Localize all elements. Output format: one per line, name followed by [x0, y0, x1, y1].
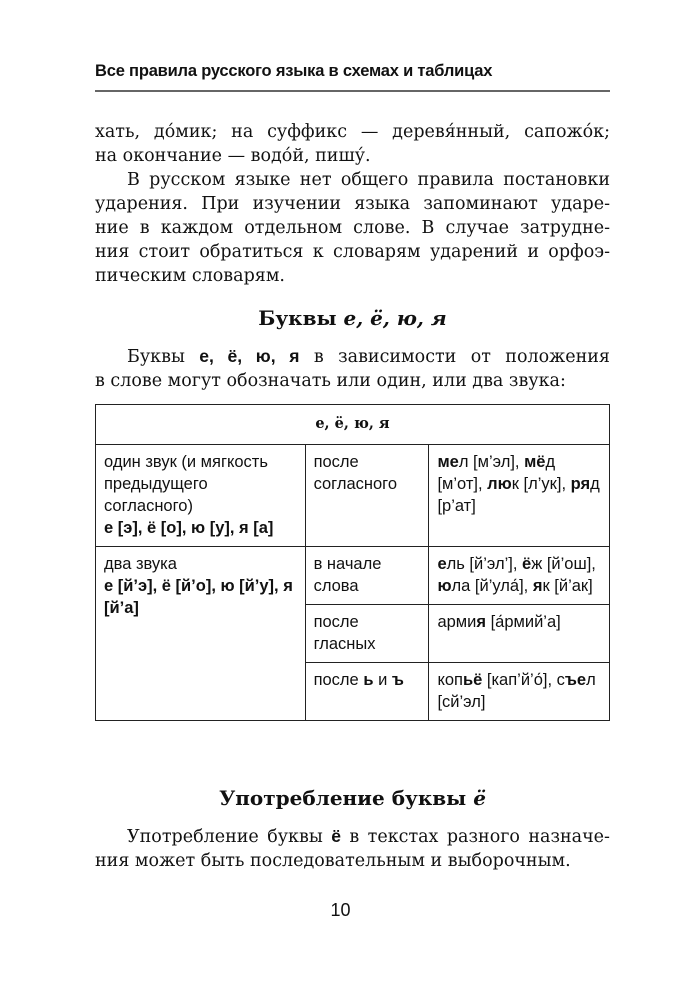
table-row — [96, 547, 610, 605]
examples-cell: ель [й’эл’], ёж [й’ош], юла [й’ула́], як [й’ак] — [429, 547, 610, 605]
position-cell: после ь и ъ — [305, 663, 429, 721]
examples-cell: армия [а́рмий’а] — [429, 605, 610, 663]
intro-paragraph — [95, 120, 610, 168]
examples-cell: мел [м’эл], мёд [м’от], люк [л’ук], ряд [р’ат] — [429, 445, 610, 547]
yo-line-1: Употребление буквы ё в текстах разного назначе- — [127, 826, 610, 847]
section-heading-letters: Буквы е, ё, ю, я — [258, 306, 447, 330]
table-row — [96, 445, 610, 547]
position-cell: после гласных — [305, 605, 429, 663]
yo-paragraph — [95, 824, 610, 873]
page-number: 10 — [330, 900, 351, 920]
stress-line-3: ние в каждом отдельном слове. В случае затрудне- — [95, 218, 610, 238]
stress-line-1: В русском языке нет общего правила постановки — [127, 170, 610, 190]
stress-line-4: ния стоит обратиться к словарям ударений и орфоэ- — [95, 242, 610, 262]
letters-paragraph — [95, 344, 610, 393]
intro-line-2: на окончание — водо́й, пишу́. — [95, 146, 371, 166]
letters-line-1: Буквы е, ё, ю, я в зависимости от положения — [127, 346, 610, 367]
yo-line-2: ния может быть последовательным и выборочным. — [95, 851, 571, 871]
stress-line-5: пическим словарям. — [95, 266, 285, 286]
section-heading-yo: Употребление буквы ё — [219, 786, 486, 810]
stress-paragraph — [95, 168, 610, 288]
table-header-cell: е, ё, ю, я — [96, 405, 610, 445]
letters-table — [95, 404, 610, 721]
intro-line-1: хать, до́мик; на суффикс — деревя́нный, сапожо́к; — [95, 122, 610, 142]
letters-line-2: в слове могут обозначать или один, или два звука: — [95, 371, 566, 391]
position-cell: в начале слова — [305, 547, 429, 605]
two-sounds-cell: два звука е [й’э], ё [й’о], ю [й’у], я [й’а] — [96, 547, 306, 721]
one-sound-cell: один звук (и мягкость предыдущего согласного) е [э], ё [о], ю [у], я [а] — [96, 445, 306, 547]
running-header: Все правила русского языка в схемах и таблицах — [95, 62, 610, 92]
table-header-row — [96, 405, 610, 445]
examples-cell: копьё [кап’й’о́], съел [сй’эл] — [429, 663, 610, 721]
stress-line-2: ударения. При изучении языка запоминают ударе- — [95, 194, 610, 214]
position-cell: после согласного — [305, 445, 429, 547]
